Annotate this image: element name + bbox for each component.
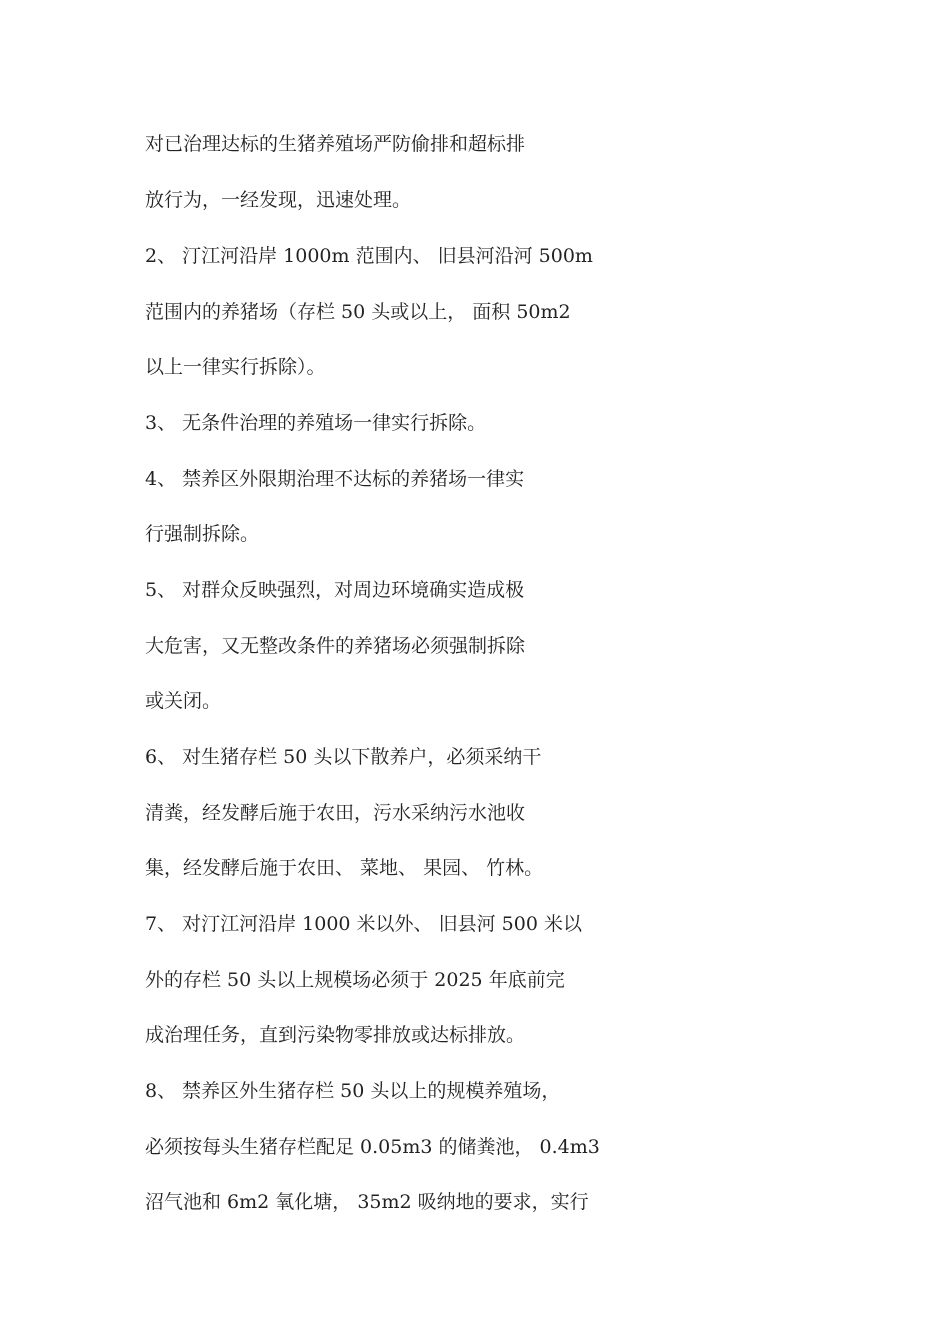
text-line: 3、 无条件治理的养殖场一律实行拆除。 — [145, 412, 487, 434]
text-line: 行强制拆除。 — [145, 523, 260, 545]
text-line: 6、 对生猪存栏 50 头以下散养户，必须采纳干 — [145, 746, 542, 768]
text-line: 2、 汀江河沿岸 1000m 范围内、 旧县河沿河 500m — [145, 245, 593, 267]
text-line: 成治理任务，直到污染物零排放或达标排放。 — [145, 1024, 526, 1046]
text-line: 集，经发酵后施于农田、 菜地、 果园、 竹林。 — [145, 857, 544, 879]
text-line: 以上一律实行拆除）。 — [145, 356, 326, 378]
text-line: 7、 对汀江河沿岸 1000 米以外、 旧县河 500 米以 — [145, 913, 582, 935]
text-line: 范围内的养猪场（存栏 50 头或以上， 面积 50m2 — [145, 301, 571, 323]
text-line: 或关闭。 — [145, 690, 222, 712]
text-line: 放行为，一经发现，迅速处理。 — [145, 189, 412, 211]
text-line: 清粪，经发酵后施于农田，污水采纳污水池收 — [145, 802, 526, 824]
text-line: 必须按每头生猪存栏配足 0.05m3 的储粪池， 0.4m3 — [145, 1136, 600, 1158]
text-line: 4、 禁养区外限期治理不达标的养猪场一律实 — [145, 468, 525, 490]
text-line: 外的存栏 50 头以上规模场必须于 2025 年底前完 — [145, 969, 565, 991]
text-line: 对已治理达标的生猪养殖场严防偷排和超标排 — [145, 133, 526, 155]
text-line: 大危害，又无整改条件的养猪场必须强制拆除 — [145, 635, 526, 657]
text-line: 沼气池和 6m2 氧化塘， 35m2 吸纳地的要求，实行 — [145, 1191, 589, 1213]
text-line: 5、 对群众反映强烈，对周边环境确实造成极 — [145, 579, 525, 601]
text-line: 8、 禁养区外生猪存栏 50 头以上的规模养殖场， — [145, 1080, 561, 1102]
